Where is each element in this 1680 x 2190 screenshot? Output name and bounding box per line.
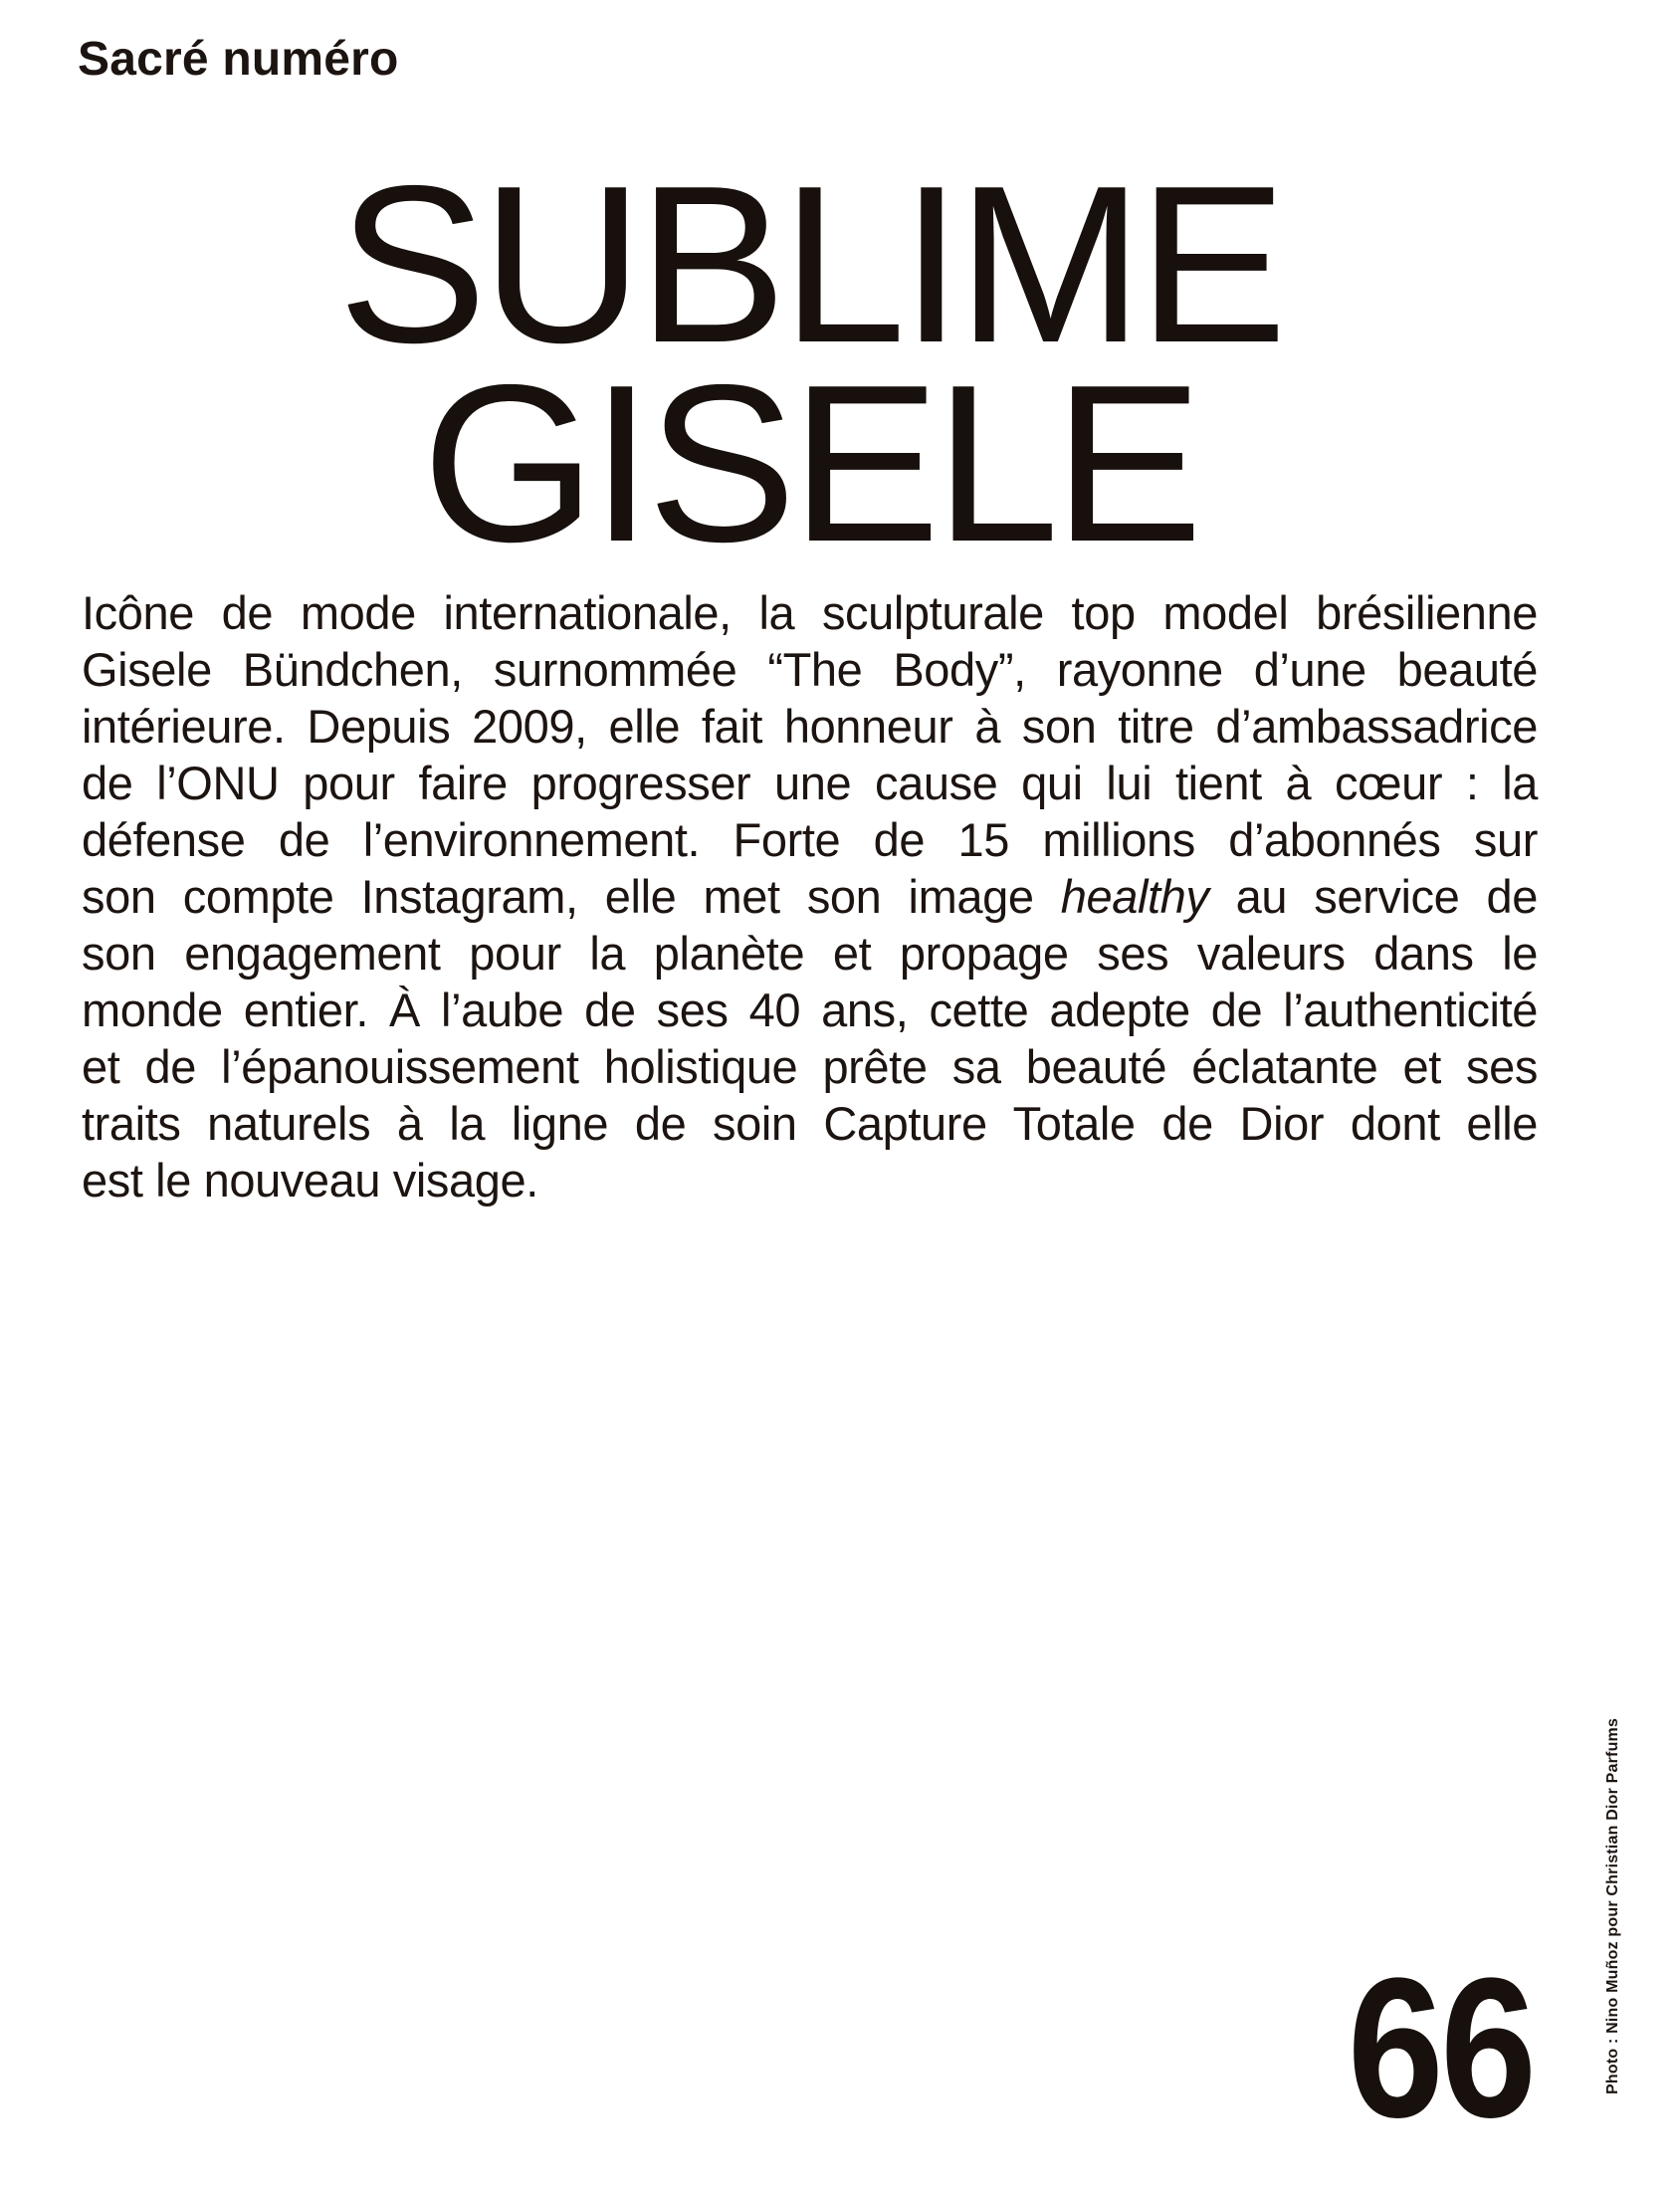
body-line (82, 925, 1538, 982)
body-text-segment: et de l’épanouissement holistique prête sa beauté éclatante et ses (82, 1040, 1538, 1093)
article-title (82, 138, 1538, 588)
body-text-segment: traits naturels à la ligne de soin Capture Totale de Dior dont elle (82, 1097, 1538, 1150)
body-text-segment: monde entier. À l’aube de ses 40 ans, cette adepte de l’authenticité (82, 984, 1538, 1036)
body-text-segment: son engagement pour la planète et propage ses valeurs dans le (82, 927, 1538, 980)
body-line (82, 584, 1538, 641)
body-line (82, 1152, 1538, 1208)
photo-credit: Photo : Nino Muñoz pour Christian Dior Parfums (1604, 1717, 1621, 2094)
body-text-segment: au service de (1208, 870, 1538, 923)
body-text-segment: Icône de mode internationale, la sculpturale top model brésilienne (82, 586, 1538, 639)
body-line (82, 698, 1538, 755)
body-line (82, 868, 1538, 925)
title-line-2: GISELE (421, 337, 1198, 588)
body-line (82, 1095, 1538, 1152)
article-body (82, 584, 1538, 1208)
body-text-segment: son compte Instagram, elle met son image (82, 870, 1061, 923)
body-text-segment: est le nouveau visage. (82, 1154, 538, 1206)
body-text-segment: intérieure. Depuis 2009, elle fait honneur à son titre d’ambassadrice (82, 700, 1538, 753)
body-line (82, 811, 1538, 868)
body-line (82, 982, 1538, 1038)
body-line (82, 755, 1538, 811)
body-line (82, 1038, 1538, 1095)
body-text-segment: défense de l’environnement. Forte de 15 millions d’abonnés sur (82, 813, 1538, 866)
body-line (82, 641, 1538, 698)
body-italic-segment: healthy (1060, 870, 1209, 923)
section-kicker: Sacré numéro (78, 33, 399, 86)
body-text-segment: de l’ONU pour faire progresser une cause qui lui tient à cœur : la (82, 757, 1538, 809)
page-number: 66 (1347, 1937, 1533, 2159)
title-line-1: SUBLIME (337, 138, 1282, 389)
body-text-segment: Gisele Bündchen, surnommée “The Body”, rayonne d’une beauté (82, 643, 1538, 696)
